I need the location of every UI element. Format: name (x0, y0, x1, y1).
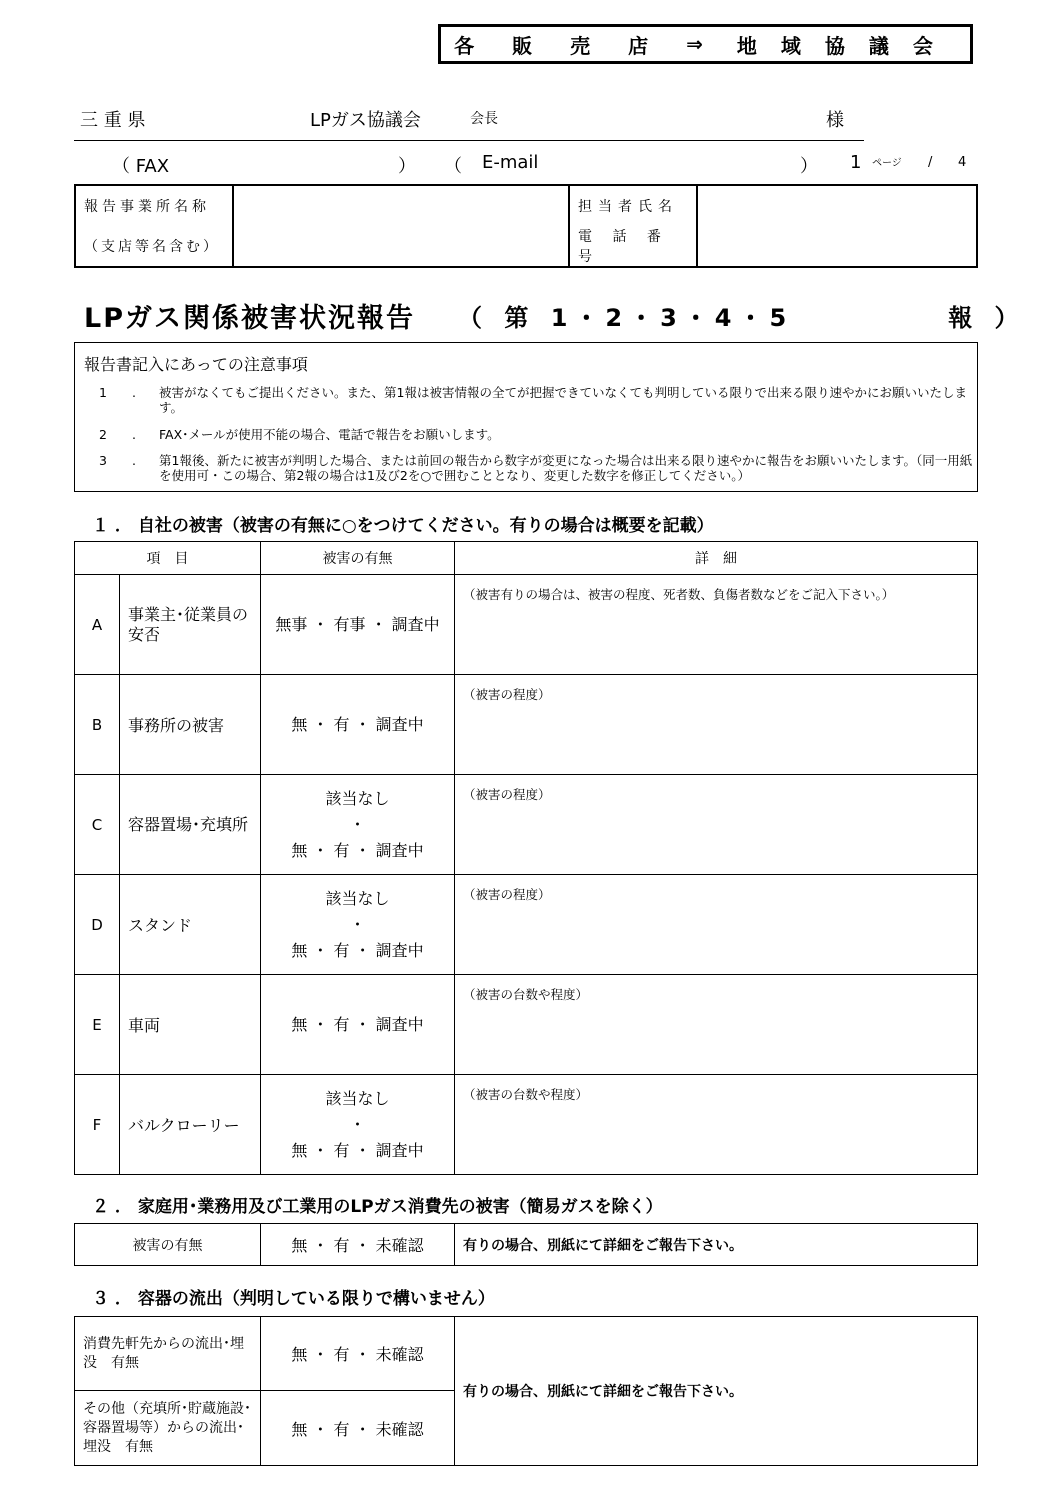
row-status-choice[interactable] (261, 675, 455, 775)
email-open: （ (444, 156, 462, 177)
section3-row-label: 消費先軒先からの流出･埋没 有無 (75, 1317, 261, 1391)
page-label: ページ (872, 158, 902, 169)
notes-box (74, 342, 978, 492)
row-status-choice[interactable] (261, 875, 455, 975)
row-status-choice[interactable] (261, 775, 455, 875)
table-row (75, 1075, 978, 1175)
row-detail[interactable]: （被害の程度） (455, 775, 978, 875)
page-slash: / (928, 155, 933, 170)
header-table (74, 184, 978, 268)
status-options: 無 ・ 有 ・ 調査中 (291, 940, 424, 960)
addressee-chair: 会長 (470, 111, 498, 127)
row-status-choice[interactable] (261, 575, 455, 675)
person-input[interactable] (697, 185, 977, 226)
header-status: 被害の有無 (261, 542, 455, 575)
row-code: D (75, 875, 120, 975)
office-sub-label: （支店等名含む） (75, 226, 233, 267)
email-label: E-mail (482, 152, 539, 173)
addressee-underline (74, 140, 864, 141)
route-arrow-icon: ⇒ (686, 32, 707, 56)
note-item (99, 453, 979, 487)
status-dot: ・ (349, 914, 366, 934)
status-dot: ・ (349, 1114, 366, 1134)
row-code: C (75, 775, 120, 875)
section3-row-choice[interactable]: 無 ・ 有 ・ 未確認 (261, 1317, 455, 1391)
row-detail[interactable]: （被害の程度） (455, 675, 978, 775)
fax-label: （ FAX (112, 156, 170, 177)
route-from: 各販売店 (454, 33, 687, 58)
table-row (75, 975, 978, 1075)
note-text: 被害がなくてもご提出ください。また、第1報は被害情報の全てが把握できていなくても判明している限りで出来る限り速やかにお願いいたします。 (159, 385, 967, 415)
section2-table (74, 1223, 978, 1266)
report-number[interactable]: （ 第 1・2・3・4・5 報 ） (458, 304, 1026, 332)
section3-row-choice[interactable]: 無 ・ 有 ・ 未確認 (261, 1391, 455, 1466)
note-text: FAX･メールが使用不能の場合、電話で報告をお願いします。 (159, 427, 500, 442)
section1-title: １ ． 自社の被害（被害の有無に○をつけてください。有りの場合は概要を記載） (92, 516, 714, 536)
fax-close: ） (398, 156, 416, 177)
section3-row-label: その他（充填所･貯蔵施設･容器置場等）からの流出･埋没 有無 (75, 1391, 261, 1466)
row-code: B (75, 675, 120, 775)
person-label: 担当者氏名 (569, 185, 697, 226)
row-detail[interactable]: （被害の台数や程度） (455, 1075, 978, 1175)
section2-choice[interactable]: 無 ・ 有 ・ 未確認 (261, 1224, 455, 1266)
section2-note: 有りの場合、別紙にて詳細をご報告下さい。 (455, 1224, 978, 1266)
table-row (75, 575, 978, 675)
section3-note: 有りの場合、別紙にて詳細をご報告下さい。 (455, 1317, 978, 1466)
phone-input[interactable] (697, 226, 977, 267)
status-options: 無 ・ 有 ・ 調査中 (291, 714, 424, 734)
row-item: バルクローリー (120, 1075, 261, 1175)
row-detail[interactable]: （被害有りの場合は、被害の程度、死者数、負傷者数などをご記入下さい。） (455, 575, 978, 675)
section3-table (74, 1316, 978, 1466)
phone-label: 電 話 番 号 (569, 226, 697, 267)
header-detail: 詳 細 (455, 542, 978, 575)
note-number: 1 . (99, 385, 136, 400)
status-options: 無事 ・ 有事 ・ 調査中 (275, 614, 440, 634)
row-status-choice[interactable] (261, 975, 455, 1075)
row-detail[interactable]: （被害の程度） (455, 875, 978, 975)
status-na: 該当なし (325, 1088, 390, 1108)
row-detail[interactable]: （被害の台数や程度） (455, 975, 978, 1075)
section2-title: ２ ． 家庭用･業務用及び工業用のLPガス消費先の被害（簡易ガスを除く） (92, 1197, 663, 1217)
section2-label: 被害の有無 (75, 1224, 261, 1266)
section3-title: ３ ． 容器の流出（判明している限りで構いません） (92, 1289, 495, 1309)
table-row (75, 775, 978, 875)
header-item: 項 目 (75, 542, 261, 575)
section1-table (74, 541, 978, 1175)
row-code: F (75, 1075, 120, 1175)
row-code: A (75, 575, 120, 675)
page-title: LPガス関係被害状況報告 (84, 303, 415, 334)
note-number: 3 . (99, 453, 136, 468)
email-close: ） (800, 156, 818, 177)
table-row (75, 1317, 978, 1391)
status-na: 該当なし (325, 888, 390, 908)
row-code: E (75, 975, 120, 1075)
table-row (75, 675, 978, 775)
row-item: 事業主･従業員の安否 (120, 575, 261, 675)
note-item (99, 385, 979, 419)
notes-heading: 報告書記入にあっての注意事項 (84, 355, 308, 374)
office-input[interactable] (233, 185, 569, 267)
status-na: 該当なし (325, 788, 390, 808)
route-box (438, 24, 973, 64)
status-options: 無 ・ 有 ・ 調査中 (291, 1014, 424, 1034)
addressee-prefecture: 三 重 県 (80, 110, 146, 131)
addressee-honorific: 様 (826, 110, 844, 131)
row-item: 容器置場･充填所 (120, 775, 261, 875)
route-to: 地域協議会 (736, 33, 957, 58)
row-item: スタンド (120, 875, 261, 975)
row-item: 事務所の被害 (120, 675, 261, 775)
addressee-association: LPガス協議会 (310, 110, 421, 131)
table-row (75, 875, 978, 975)
note-number: 2 . (99, 427, 136, 442)
status-options: 無 ・ 有 ・ 調査中 (291, 840, 424, 860)
page-total: 4 (958, 155, 967, 170)
note-item (99, 427, 979, 445)
row-item: 車両 (120, 975, 261, 1075)
office-label: 報告事業所名称 (75, 185, 233, 226)
status-options: 無 ・ 有 ・ 調査中 (291, 1140, 424, 1160)
row-status-choice[interactable] (261, 1075, 455, 1175)
page-number: 1 (850, 152, 862, 173)
note-text: 第1報後、新たに被害が判明した場合、または前回の報告から数字が変更になった場合は出来る限り速やかに報告をお願いいたします。（同一用紙を使用可・この場合、第2報の場合は1及び2を○で囲むこととなり、変更した数字を修正してください。） (159, 453, 973, 483)
status-dot: ・ (349, 814, 366, 834)
